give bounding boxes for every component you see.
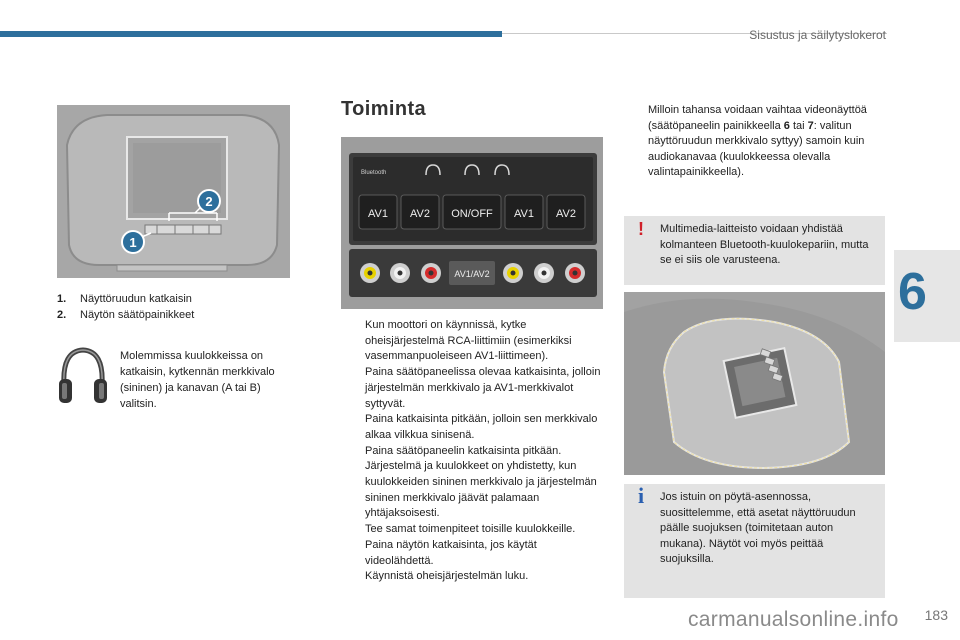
figure-legend xyxy=(57,291,194,323)
button-av2-left: AV2 xyxy=(410,208,430,220)
bluetooth-label: Bluetooth xyxy=(361,170,387,176)
button-on-off: ON/OFF xyxy=(451,208,493,220)
info-icon: i xyxy=(638,483,645,508)
list-item: Paina säätöpaneelissa olevaa katkaisinta, jolloin järjestelmän merkkivalo ja AV1-merkkivalot syttyvät. xyxy=(365,366,601,410)
section-title: Sisustus ja säilytyslokerot xyxy=(749,28,886,42)
button-av2-right: AV2 xyxy=(556,208,576,220)
button-av1-left: AV1 xyxy=(368,208,388,220)
warning-icon: ! xyxy=(638,219,644,239)
callout-1: 1 xyxy=(129,235,137,250)
list-item: Tee samat toimenpiteet toisille kuulokkeille. xyxy=(365,523,576,536)
chapter-number: 6 xyxy=(898,263,927,321)
list-item: Kun moottori on käynnissä, kytke oheisjärjestelmä RCA-liittimiin (esimerkiksi vasemmanpuoleiseen AV1-liittimeen). xyxy=(365,319,572,363)
av1-av2-label: AV1/AV2 xyxy=(454,269,490,279)
info-note: i Jos istuin on pöytä-asennossa, suosittelemme, että asetat näyttöruudun päälle suojuksen (toimitetaan auton mukana). Näytöt voi myös peittää suojuksilla. xyxy=(624,484,885,598)
watermark: carmanualsonline.info xyxy=(688,608,899,631)
callout-2: 2 xyxy=(205,194,213,209)
list-item: Paina näytön katkaisinta, jos käytät videolähdettä. xyxy=(365,538,537,567)
switch-display-step: Milloin tahansa voidaan vaihtaa videonäyttöä (säätöpaneelin painikkeella 6 tai 7: valitun näyttöruudun merkkivalo syttyy) samoin kuin audiokanavaa (kuulokkeessa olevalla valintapainikkeella). xyxy=(648,104,867,179)
header-accent-bar xyxy=(0,31,502,37)
legend-item: 1. Näyttöruudun katkaisin xyxy=(57,293,192,305)
screen-controls-figure xyxy=(57,105,290,278)
legend-item: 2. Näytön säätöpainikkeet xyxy=(57,309,195,321)
list-item: Käynnistä oheisjärjestelmän luku. xyxy=(365,570,529,583)
warning-note: ! Multimedia-laitteisto voidaan yhdistää kolmanteen Bluetooth-kuulokepariin, mutta se ei siis ole varusteena. xyxy=(624,216,885,285)
headphones-icon xyxy=(58,345,108,412)
page-number: 183 xyxy=(924,607,948,623)
list-item: Paina katkaisinta pitkään, jolloin sen merkkivalo alkaa vilkkua sinisenä. xyxy=(365,413,598,441)
button-av1-right: AV1 xyxy=(514,208,534,220)
headphones-description: Molemmissa kuulokkeissa on katkaisin, kytkennän merkkivalo (sininen) ja kanavan (A tai B) valitsin. xyxy=(120,350,275,410)
seat-table-screen-cover-figure xyxy=(624,292,885,475)
operation-steps xyxy=(341,318,603,585)
list-item: Paina säätöpaneelin katkaisinta pitkään. Järjestelmä ja kuulokkeet on yhdistetty, kun kuulokkeiden sininen merkkivalo ja järjestelmän sininen merkkivalo jäävät palamaan yhtäjaksoisesti. xyxy=(365,444,597,520)
section-heading: Toiminta xyxy=(341,98,427,120)
av-control-panel-figure xyxy=(341,137,603,309)
